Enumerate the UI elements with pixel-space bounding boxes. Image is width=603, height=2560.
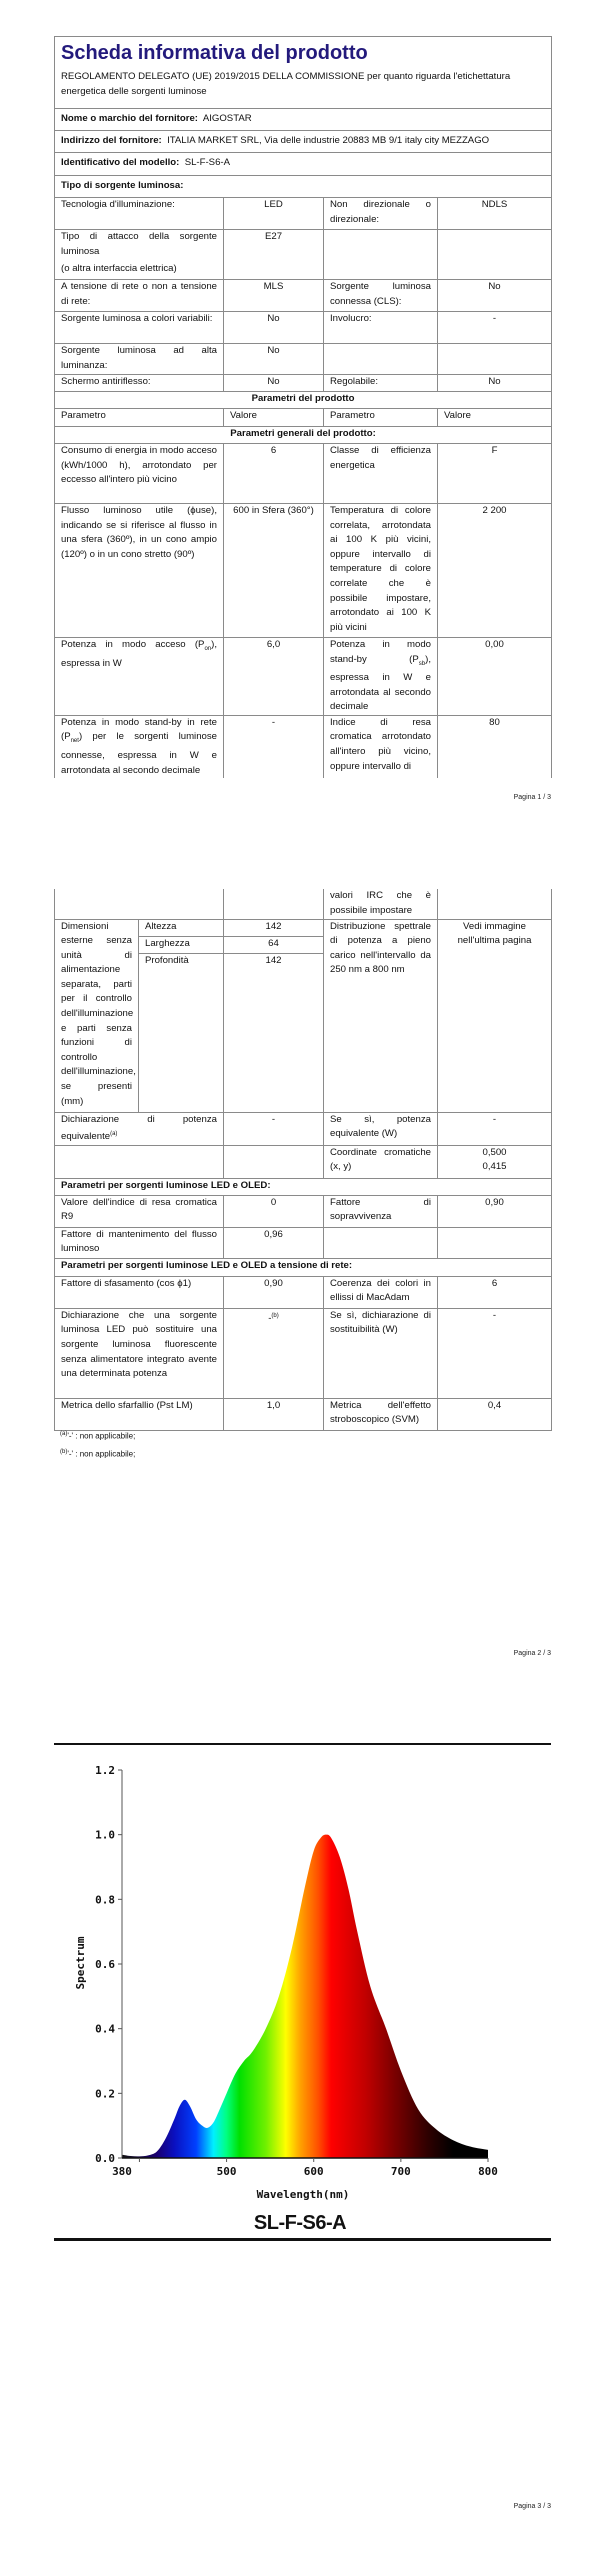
value-cell: 600 in Sfera (360°) bbox=[224, 504, 324, 638]
page-number: Pagina 2 / 3 bbox=[513, 1650, 551, 1657]
power-sb-label-end: ), espressa in W e arrotondata al secondo decimale bbox=[330, 653, 431, 713]
param-cell: Sorgente luminosa a colori variabili: bbox=[55, 312, 224, 344]
empty-cell bbox=[55, 889, 224, 919]
page-number: Pagina 1 / 3 bbox=[513, 794, 551, 801]
x-tick-label: 600 bbox=[303, 2165, 324, 2178]
led-params-heading: Parametri per sorgenti luminose LED e OLED: bbox=[55, 1178, 552, 1195]
dimension-value: 142 bbox=[224, 919, 324, 936]
value-cell: 0 bbox=[224, 1195, 324, 1227]
param-cell bbox=[55, 638, 224, 716]
value-cell: LED bbox=[224, 198, 324, 230]
table-row bbox=[55, 715, 552, 778]
param-cell: Schermo antiriflesso: bbox=[55, 375, 224, 392]
value-cell: - bbox=[438, 1308, 552, 1398]
value-cell: 0,90 bbox=[224, 1276, 324, 1308]
value-cell: No bbox=[438, 280, 552, 312]
dimension-label: Profondità bbox=[139, 953, 224, 1112]
divider-bottom bbox=[54, 2238, 551, 2241]
regulation-text: REGOLAMENTO DELEGATO (UE) 2019/2015 DELLA COMMISSIONE per quanto riguarda l'etichettatura energetica delle sorgenti luminose bbox=[61, 71, 511, 97]
supplier-address-row bbox=[55, 131, 552, 153]
dimension-label: Altezza bbox=[139, 919, 224, 936]
value-cell: F bbox=[438, 444, 552, 504]
subscript: on bbox=[204, 645, 212, 652]
table-row bbox=[55, 638, 552, 716]
value-cell: 1,0 bbox=[224, 1398, 324, 1430]
param-cell: Temperatura di colore correlata, arrotondata ai 100 K più vicini, oppure intervallo di temperature di colore correlate che è possibile impostare, arrotondato ai 100 K più vicini bbox=[324, 504, 438, 638]
product-info-table-page2 bbox=[54, 889, 552, 1431]
chart-title: SL-F-S6-A bbox=[253, 2212, 347, 2234]
value-cell: 0,96 bbox=[224, 1227, 324, 1258]
value-cell: 80 bbox=[438, 715, 552, 778]
value: - bbox=[268, 1313, 272, 1325]
table-row bbox=[55, 280, 552, 312]
value-cell: 6,0 bbox=[224, 638, 324, 716]
table-row bbox=[55, 889, 552, 919]
supplier-name-row bbox=[55, 109, 552, 131]
param-cell: Sorgente luminosa ad alta luminanza: bbox=[55, 344, 224, 375]
param-cell: Coordinate cromatiche (x, y) bbox=[324, 1145, 438, 1178]
cap-type-label: Tipo di attacco della sorgente luminosa bbox=[61, 231, 217, 257]
param-cell: Classe di efficienza energetica bbox=[324, 444, 438, 504]
param-cell: Involucro: bbox=[324, 312, 438, 344]
chroma-x: 0,500 bbox=[482, 1146, 507, 1158]
param-cell: Tecnologia d'illuminazione: bbox=[55, 198, 224, 230]
y-axis-label: Spectrum bbox=[74, 1936, 87, 1990]
x-tick-label: 500 bbox=[216, 2165, 237, 2178]
table-row bbox=[55, 1145, 552, 1178]
value-cell: Vedi immagine nell'ultima pagina bbox=[438, 919, 552, 1112]
value-cell bbox=[438, 230, 552, 280]
power-net-label-end: ) per le sorgenti luminose connesse, espressa in W e arrotondata al secondo decimale bbox=[61, 731, 217, 776]
table-row bbox=[55, 198, 552, 230]
x-tick-label: 380 bbox=[112, 2165, 132, 2178]
value-cell: 2 200 bbox=[438, 504, 552, 638]
footnote-text: '-' : non applicabile; bbox=[67, 1449, 136, 1459]
power-on-label: Potenza in modo acceso (P bbox=[61, 639, 205, 650]
supplier-name: AIGOSTAR bbox=[202, 113, 252, 124]
param-cell bbox=[324, 1227, 438, 1258]
footnote-mark: (a) bbox=[60, 1431, 68, 1437]
param-cell: Fattore di mantenimento del flusso luminoso bbox=[55, 1227, 224, 1258]
value-cell: No bbox=[224, 344, 324, 375]
spectrum-chart bbox=[0, 1740, 603, 2240]
param-cell: valori IRC che è possibile impostare bbox=[324, 889, 438, 919]
source-type-heading: Tipo di sorgente luminosa: bbox=[55, 176, 552, 198]
table-row bbox=[55, 1276, 552, 1308]
params-heading: Parametri del prodotto bbox=[55, 392, 552, 409]
column-header: Parametro bbox=[324, 409, 438, 427]
value-cell bbox=[438, 1227, 552, 1258]
param-cell: Indice di resa cromatica arrotondato all'intero più vicino, oppure intervallo di bbox=[324, 715, 438, 778]
param-cell: Non direzionale o direzionale: bbox=[324, 198, 438, 230]
dimension-value: 64 bbox=[224, 936, 324, 953]
param-cell: Valore dell'indice di resa cromatica R9 bbox=[55, 1195, 224, 1227]
table-row bbox=[55, 312, 552, 344]
table-row bbox=[55, 1227, 552, 1258]
table-row bbox=[55, 444, 552, 504]
supplier-address: ITALIA MARKET SRL, Via delle industrie 20883 MB 9/1 italy city MEZZAGO bbox=[167, 135, 490, 146]
empty-cell bbox=[438, 889, 552, 919]
dimension-label: Larghezza bbox=[139, 936, 224, 953]
table-row bbox=[55, 230, 552, 280]
value-cell: MLS bbox=[224, 280, 324, 312]
supplier-address-label: Indirizzo del fornitore: bbox=[61, 135, 162, 146]
value-cell: E27 bbox=[224, 230, 324, 280]
value-cell: No bbox=[438, 375, 552, 392]
y-tick-label: 0.8 bbox=[95, 1893, 115, 1907]
model-id: SL-F-S6-A bbox=[184, 157, 231, 168]
footnote-mark: (b) bbox=[60, 1449, 68, 1455]
param-cell: Fattore di sfasamento (cos ϕ1) bbox=[55, 1276, 224, 1308]
x-axis-label: Wavelength(nm) bbox=[256, 2188, 350, 2201]
value-cell: - bbox=[224, 1112, 324, 1145]
empty-cell bbox=[55, 1145, 224, 1178]
value-cell: No bbox=[224, 312, 324, 344]
footnote bbox=[60, 1449, 135, 1459]
value-cell: 0,00 bbox=[438, 638, 552, 716]
param-cell: Distribuzione spettrale di potenza a pieno carico nell'intervallo da 250 nm a 800 nm bbox=[324, 919, 438, 1112]
value-cell: - bbox=[438, 1112, 552, 1145]
equiv-label: Dichiarazione di potenza equivalente bbox=[61, 1113, 217, 1143]
footnote bbox=[60, 1431, 135, 1441]
empty-cell bbox=[224, 1145, 324, 1178]
x-tick-label: 800 bbox=[478, 2165, 498, 2178]
table-row bbox=[55, 1195, 552, 1227]
chroma-y: 0,415 bbox=[482, 1161, 507, 1173]
y-tick-label: 0.6 bbox=[95, 1958, 115, 1971]
param-cell: Dichiarazione che una sorgente luminosa LED può sostituire una sorgente luminosa fluorescente senza alimentatore integrato avente una determinata potenza bbox=[55, 1308, 224, 1398]
param-cell: Fattore di sopravvivenza bbox=[324, 1195, 438, 1227]
param-cell: Se sì, dichiarazione di sostituibilità (W) bbox=[324, 1308, 438, 1398]
table-row bbox=[55, 1398, 552, 1430]
param-cell bbox=[324, 344, 438, 375]
model-row bbox=[55, 153, 552, 176]
param-cell: Sorgente luminosa connessa (CLS): bbox=[324, 280, 438, 312]
param-cell: Flusso luminoso utile (ϕuse), indicando se si riferisce al flusso in una sfera (360º), in un cono ampio (120º) o in un cono stretto (90º) bbox=[55, 504, 224, 638]
param-cell bbox=[55, 1112, 224, 1145]
value-cell: - bbox=[224, 715, 324, 778]
table-row bbox=[55, 504, 552, 638]
param-cell bbox=[55, 715, 224, 778]
value-cell bbox=[438, 344, 552, 375]
table-row bbox=[55, 375, 552, 392]
value-cell bbox=[438, 1145, 552, 1178]
y-tick-label: 1.0 bbox=[95, 1828, 115, 1842]
model-label: Identificativo del modello: bbox=[61, 157, 180, 168]
param-cell: Metrica dello sfarfallio (Pst LM) bbox=[55, 1398, 224, 1430]
value-cell: NDLS bbox=[438, 198, 552, 230]
spectrum-area bbox=[122, 1835, 488, 2158]
param-cell: Coerenza dei colori in ellissi di MacAdam bbox=[324, 1276, 438, 1308]
footnote-text: '-' : non applicabile; bbox=[67, 1431, 136, 1441]
y-tick-label: 0.2 bbox=[95, 2087, 115, 2101]
header-cell bbox=[55, 37, 552, 109]
column-header: Parametro bbox=[55, 409, 224, 427]
table-row bbox=[55, 1308, 552, 1398]
column-header: Valore bbox=[224, 409, 324, 427]
product-info-table-page1 bbox=[54, 36, 552, 778]
dimension-value: 142 bbox=[224, 953, 324, 1112]
x-tick-label: 700 bbox=[390, 2165, 411, 2178]
page-number: Pagina 3 / 3 bbox=[513, 2503, 551, 2510]
param-cell bbox=[55, 230, 224, 280]
param-cell bbox=[324, 638, 438, 716]
mains-params-heading: Parametri per sorgenti luminose LED e OLED a tensione di rete: bbox=[55, 1258, 552, 1276]
value-cell: 6 bbox=[224, 444, 324, 504]
param-cell: Consumo di energia in modo acceso (kWh/1000 h), arrotondato per eccesso all'intero più vicino bbox=[55, 444, 224, 504]
y-tick-label: 0.4 bbox=[95, 2022, 115, 2036]
value-cell: 6 bbox=[438, 1276, 552, 1308]
param-cell: Metrica dell'effetto stroboscopico (SVM) bbox=[324, 1398, 438, 1430]
footnote-ref: (b) bbox=[271, 1312, 279, 1319]
dimensions-label: Dimensioni esterne senza unità di alimentazione separata, parti per il controllo dell'illuminazione e parti senza funzioni di controllo dell'illuminazione, se presenti (mm) bbox=[55, 919, 139, 1112]
supplier-name-label: Nome o marchio del fornitore: bbox=[61, 113, 198, 124]
param-cell: Se sì, potenza equivalente (W) bbox=[324, 1112, 438, 1145]
table-row bbox=[55, 1112, 552, 1145]
param-cell: A tensione di rete o non a tensione di rete: bbox=[55, 280, 224, 312]
subscript: sb bbox=[418, 660, 426, 667]
y-tick-label: 1.2 bbox=[95, 1764, 115, 1777]
value-cell: No bbox=[224, 375, 324, 392]
power-net-label: Potenza in modo stand-by in rete (P bbox=[61, 716, 217, 743]
param-cell: Regolabile: bbox=[324, 375, 438, 392]
value-cell: 0,4 bbox=[438, 1398, 552, 1430]
y-tick-label: 0.0 bbox=[95, 2152, 115, 2165]
value-cell: 0,90 bbox=[438, 1195, 552, 1227]
general-params-heading: Parametri generali del prodotto: bbox=[55, 427, 552, 444]
value-cell bbox=[224, 1308, 324, 1398]
footnote-ref: (a) bbox=[110, 1131, 118, 1138]
power-sb-label: Potenza in modo stand-by (P bbox=[330, 639, 431, 665]
cap-type-note: (o altra interfaccia elettrica) bbox=[61, 263, 177, 275]
page-title: Scheda informativa del prodotto bbox=[61, 42, 368, 64]
param-cell bbox=[324, 230, 438, 280]
table-row bbox=[55, 344, 552, 375]
table-row bbox=[55, 919, 552, 936]
empty-cell bbox=[224, 889, 324, 919]
column-header: Valore bbox=[438, 409, 552, 427]
power-on-label-end: ), espressa in W bbox=[61, 639, 217, 669]
column-header-row bbox=[55, 409, 552, 427]
subscript: net bbox=[70, 738, 79, 745]
value-cell: - bbox=[438, 312, 552, 344]
